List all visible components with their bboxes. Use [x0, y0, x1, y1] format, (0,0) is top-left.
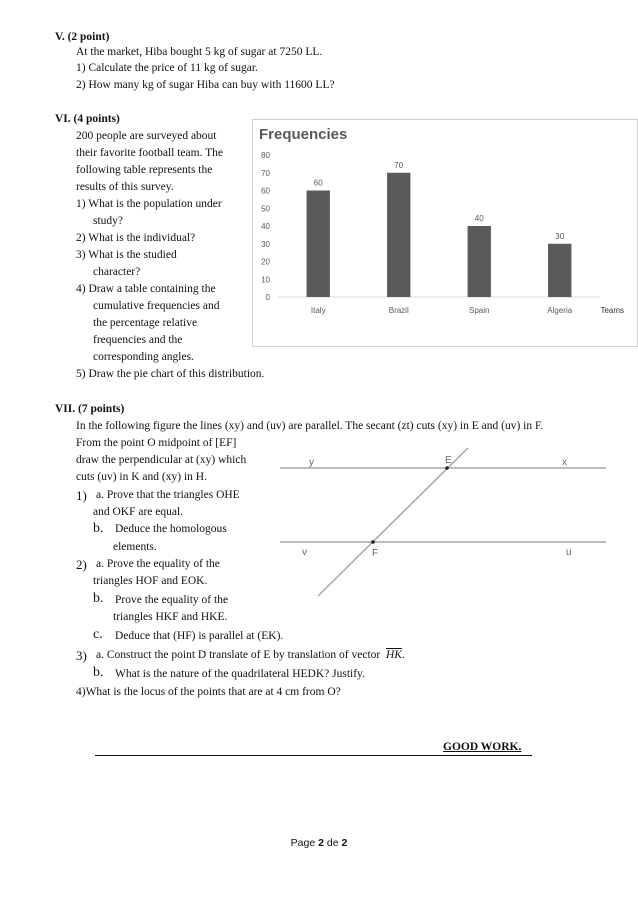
section-vi-question-4-cont: cumulative frequencies and: [93, 300, 220, 312]
q3-number: 3): [76, 648, 87, 663]
y-tick-label: 0: [265, 293, 270, 302]
y-tick-label: 40: [261, 222, 270, 231]
y-tick-label: 30: [261, 239, 270, 249]
bar-italy: [307, 191, 330, 298]
section-vi-question-1: 1) What is the population under: [76, 198, 222, 210]
q3b-letter: b.: [93, 665, 104, 680]
section-vii-intro-3: draw the perpendicular at (xy) which: [76, 454, 247, 466]
y-tick-label: 10: [261, 275, 270, 285]
q2a-text: a. Prove the equality of the: [96, 558, 220, 570]
y-tick-label: 20: [261, 257, 270, 267]
q1a-text: a. Prove that the triangles OHE: [96, 489, 240, 501]
q3a-text: a. Construct the point D translate of E by translation of vector $\overline{HK}$.: [96, 649, 405, 661]
q1b-text: Deduce the homologous: [115, 523, 227, 535]
section-vi-question-4-cont: corresponding angles.: [93, 351, 194, 363]
section-vi-line: 200 people are surveyed about: [76, 130, 217, 142]
page-total: 2: [341, 837, 348, 849]
closing-text: GOOD WORK.: [443, 741, 522, 753]
chart-x-axis-label: Teams: [600, 306, 624, 315]
point-f: [371, 540, 375, 544]
q4-text: 4)What is the locus of the points that are at 4 cm from O?: [76, 686, 341, 698]
section-vi-question-4-cont: frequencies and the: [93, 334, 183, 346]
q2c-text: Deduce that (HF) is parallel at (EK).: [115, 630, 284, 642]
section-vi-question-3: 3) What is the studied: [76, 249, 177, 261]
x-tick-label-spain: Spain: [469, 306, 490, 315]
label-u: u: [566, 547, 572, 558]
section-vii-intro-4: cuts (uv) in K and (xy) in H.: [76, 471, 207, 483]
vector-hk: $\overline{HK}$: [385, 649, 402, 661]
section-vii-heading: VII. (7 points): [55, 403, 125, 415]
section-v-question-1: 1) Calculate the price of 11 kg of sugar.: [76, 62, 258, 74]
label-y: y: [309, 457, 314, 468]
bar-brazil: [387, 173, 410, 297]
section-v-intro: At the market, Hiba bought 5 kg of sugar at 7250 LL.: [76, 46, 323, 58]
bar-algeria: [548, 244, 571, 297]
label-v: v: [302, 547, 307, 558]
data-label-spain: 40: [474, 214, 484, 223]
q1b-letter: b.: [93, 521, 104, 536]
q2c-letter: c.: [93, 627, 103, 642]
label-e: E: [445, 455, 452, 466]
q2-number: 2): [76, 557, 87, 572]
section-vi-heading: VI. (4 points): [55, 113, 120, 125]
x-tick-label-brazil: Brazil: [388, 306, 409, 315]
section-vi-line: following table represents the: [76, 164, 213, 176]
bar-spain: [468, 226, 491, 297]
section-vi-line: their favorite football team. The: [76, 147, 223, 159]
y-tick-label: 50: [261, 204, 270, 214]
frequencies-bar-chart: [252, 119, 638, 347]
section-vi-question-4-cont: the percentage relative: [93, 317, 198, 329]
q2a-text-cont: triangles HOF and EOK.: [93, 575, 208, 587]
section-vi-line: results of this survey.: [76, 181, 174, 193]
section-vi-question-1-cont: study?: [93, 215, 124, 227]
q2b-text-cont: triangles HKF and HKE.: [113, 611, 228, 623]
section-vi-question-4: 4) Draw a table containing the: [76, 283, 216, 295]
data-label-italy: 60: [313, 178, 323, 188]
q2b-letter: b.: [93, 591, 104, 606]
section-vii-intro-1: In the following figure the lines (xy) and (uv) are parallel. The secant (zt) cuts (xy) in E and (uv) in F.: [76, 420, 544, 432]
data-label-brazil: 70: [394, 160, 404, 170]
section-v-question-2: 2) How many kg of sugar Hiba can buy with 11600 LL?: [76, 79, 335, 91]
y-tick-label: 70: [261, 168, 270, 178]
label-x: x: [562, 457, 567, 468]
q1b-text-cont: elements.: [113, 541, 157, 553]
secant-zt: [318, 448, 470, 596]
chart-title: Frequencies: [259, 126, 348, 143]
section-vi-question-3-cont: character?: [93, 266, 141, 278]
x-tick-label-algeria: Algeria: [547, 306, 573, 315]
page-footer: Page 2 de 2: [290, 837, 348, 849]
label-f: F: [372, 548, 379, 559]
q3b-text: What is the nature of the quadrilateral HEDK? Justify.: [115, 668, 365, 680]
y-tick-label: 80: [261, 151, 270, 160]
page-number: 2: [318, 837, 324, 849]
q1-number: 1): [76, 488, 87, 503]
parallel-lines-figure: [280, 448, 606, 598]
x-tick-label-italy: Italy: [310, 306, 326, 315]
section-v-heading: V. (2 point): [55, 31, 110, 43]
data-label-algeria: 30: [555, 231, 565, 241]
section-vii-intro-2: From the point O midpoint of [EF]: [76, 437, 237, 449]
y-tick-label: 60: [261, 186, 270, 196]
point-e: [445, 466, 449, 470]
section-vi-question-5: 5) Draw the pie chart of this distribution.: [76, 368, 265, 380]
closing-underline: [95, 755, 532, 756]
q2b-text: Prove the equality of the: [115, 594, 229, 606]
q1a-text-cont: and OKF are equal.: [93, 506, 184, 518]
section-vi-question-2: 2) What is the individual?: [76, 232, 196, 244]
